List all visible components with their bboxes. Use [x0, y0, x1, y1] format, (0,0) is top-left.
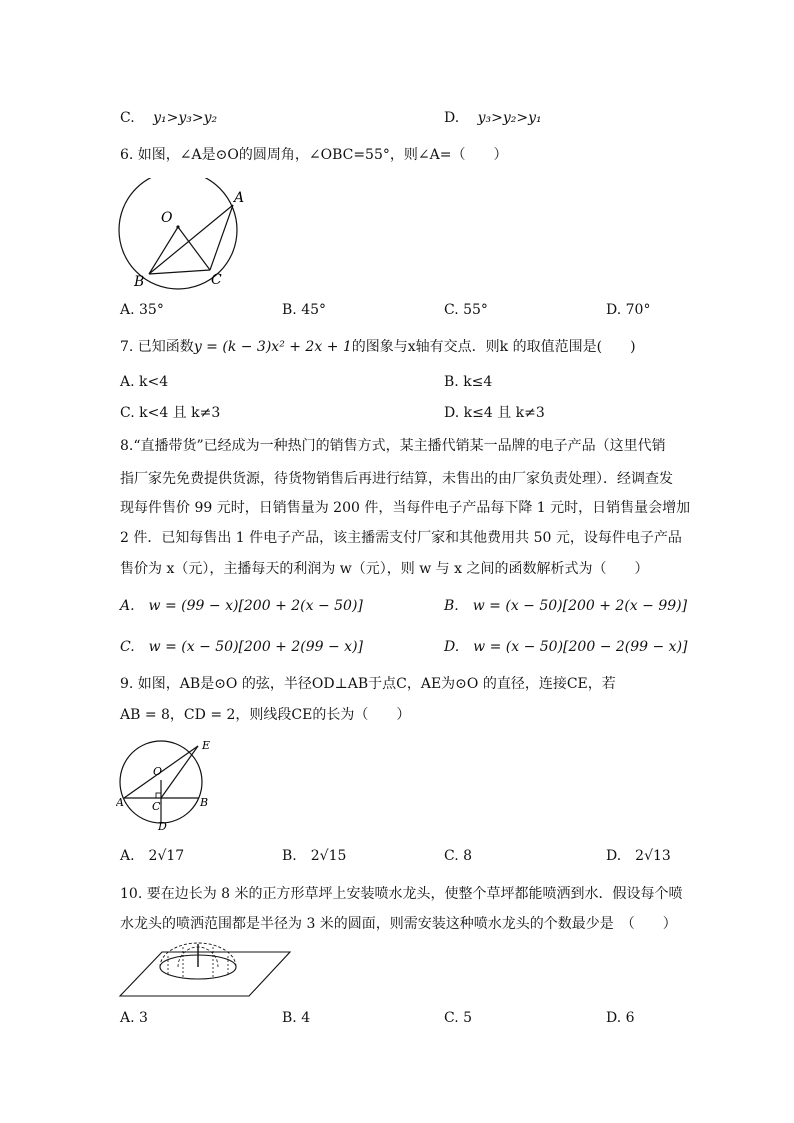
q9-label-e: E: [202, 739, 211, 752]
q10-lawn-sprinkler-figure: [118, 938, 294, 1000]
q10-option-d: D. 6: [606, 1010, 635, 1026]
q9-label-o: O: [153, 765, 163, 778]
q7-formula: y = (k − 3)x² + 2x + 1: [193, 339, 352, 355]
q6-label-c: C: [211, 272, 222, 288]
q9-option-a: A. 2√17: [120, 848, 185, 864]
q8-line-5: 售价为 x（元），主播每天的利润为 w（元），则 w 与 x 之间的函数解析式为（ ）: [120, 561, 649, 577]
q6-center-dot: [176, 225, 179, 228]
q10-option-c: C. 5: [444, 1010, 473, 1026]
q5-option-d-expr: y₃>y₂>y₁: [477, 110, 542, 126]
q8-line-4: 2 件．已知每售出 1 件电子产品，该主播需支付厂家和其他费用共 50 元，设每件电子产品: [120, 530, 682, 546]
q6-circle-figure: [116, 178, 246, 290]
q7-stem-part-b: 的图象与x轴有交点．则k 的取值范围是( ): [351, 339, 636, 355]
q6-option-b: B. 45°: [282, 302, 327, 318]
q6-label-b: B: [134, 274, 145, 290]
q7-option-c: C. k<4 且 k≠3: [120, 405, 221, 421]
q7-option-a: A. k<4: [120, 374, 169, 390]
q9-option-c: C. 8: [444, 848, 473, 864]
q6-option-d: D. 70°: [606, 302, 651, 318]
q9-line-1: 9. 如图，AB是⊙O 的弦，半径OD⊥AB于点C，AE为⊙O 的直径，连接CE，若: [120, 676, 616, 692]
q7-stem: [120, 337, 636, 357]
q10-option-b: B. 4: [282, 1010, 311, 1026]
q7-option-b: B. k≤4: [444, 374, 493, 390]
q6-option-a: A. 35°: [120, 302, 164, 318]
q9-label-c: C: [152, 800, 161, 813]
q9-option-d: D. 2√13: [606, 848, 671, 864]
q5-option-c: [120, 108, 217, 128]
q9-segment-ce: [161, 746, 198, 798]
q6-segment-oc: [178, 227, 210, 270]
q6-option-c: C. 55°: [444, 302, 488, 318]
q9-label-b: B: [200, 796, 209, 809]
q9-right-angle-mark: [156, 793, 161, 798]
q7-stem-part-a: 7. 已知函数: [120, 339, 194, 355]
q5-option-c-expr: y₁>y₃>y₂: [153, 110, 218, 126]
q5-option-c-label: C.: [120, 110, 135, 126]
q6-stem: 6. 如图，∠A是⊙O的圆周角，∠OBC=55°，则∠A=（ ）: [120, 147, 508, 163]
q10-line-1: 10. 要在边长为 8 米的正方形草坪上安装喷水龙头，使整个草坪都能喷洒到水．假设每个喷: [120, 886, 683, 902]
q5-option-d-label: D.: [444, 110, 460, 126]
q7-option-d: D. k≤4 且 k≠3: [444, 405, 545, 421]
q9-circle-figure: [116, 735, 216, 831]
q6-label-o: O: [161, 210, 173, 226]
q9-option-b: B. 2√15: [282, 848, 347, 864]
q8-option-b: B. w = (x − 50)[200 + 2(x − 99)]: [444, 598, 688, 614]
q9-line-2: AB = 8，CD = 2，则线段CE的长为（ ）: [120, 707, 411, 723]
q8-option-a: A. w = (99 − x)[200 + 2(x − 50)]: [120, 598, 363, 614]
q10-line-2: 水龙头的喷洒范围都是半径为 3 米的圆面，则需安装这种喷水龙头的个数最少是 （ ）: [120, 916, 677, 932]
q9-label-d: D: [158, 820, 167, 831]
q10-square-lawn: [120, 952, 290, 996]
q8-option-d: D. w = (x − 50)[200 − 2(99 − x)]: [444, 639, 688, 655]
q8-line-1: 8.“直播带货”已经成为一种热门的销售方式，某主播代销某一品牌的电子产品（这里代销: [120, 438, 666, 454]
q8-line-2: 指厂家先免费提供货源，待货物销售后再进行结算，未售出的由厂家负责处理）．经调查发: [120, 471, 673, 487]
q9-label-a: A: [116, 796, 124, 809]
q6-segment-ob: [149, 227, 178, 274]
q6-segment-bc: [149, 270, 210, 274]
q10-option-a: A. 3: [120, 1010, 148, 1026]
q8-option-c: C. w = (x − 50)[200 + 2(99 − x)]: [120, 639, 363, 655]
q6-label-a: A: [234, 190, 245, 206]
q8-line-3: 现每件售价 99 元时，日销售量为 200 件，当每件电子产品每下降 1 元时，日销售量会增加: [120, 500, 691, 516]
q5-option-d: [444, 108, 542, 128]
